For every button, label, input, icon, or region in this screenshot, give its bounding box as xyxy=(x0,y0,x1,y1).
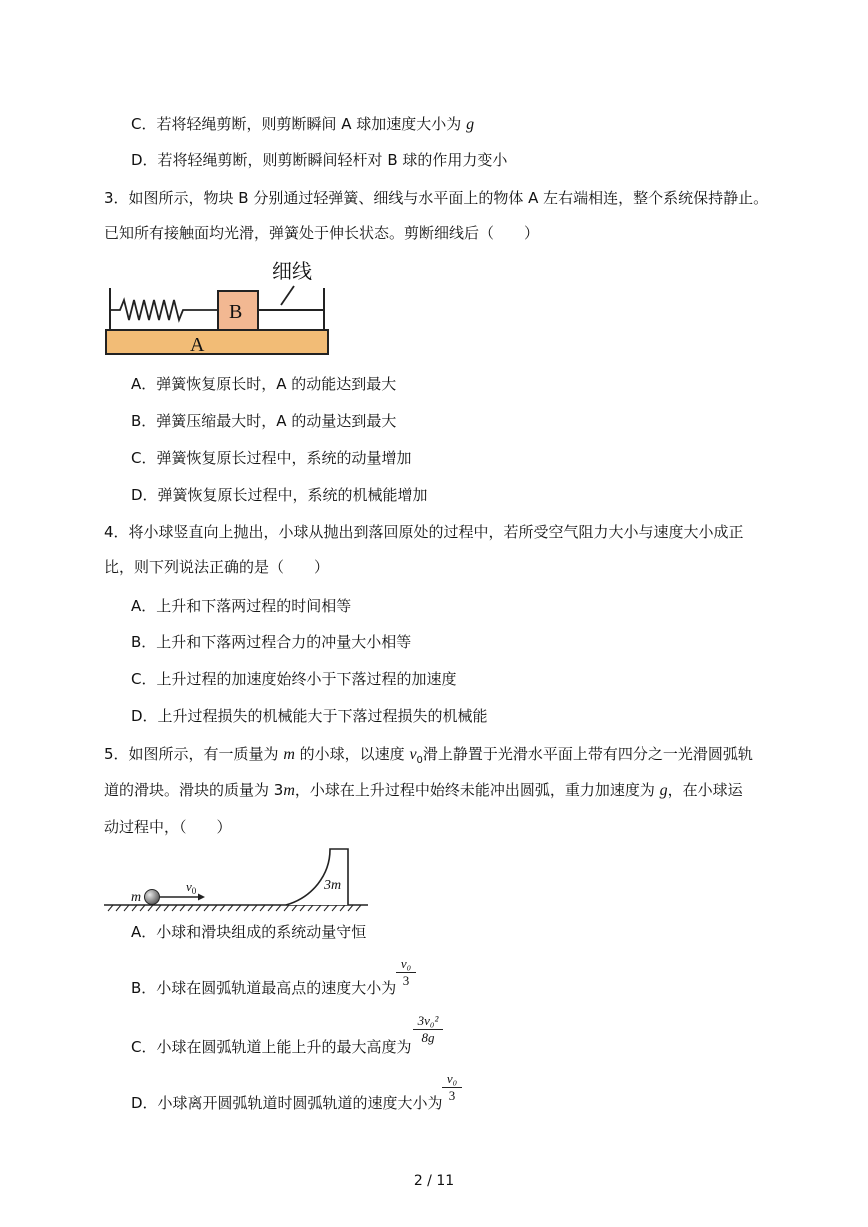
q5-slider-label: 3m xyxy=(324,878,342,893)
q4-option-d: D．上升过程损失的机械能大于下落过程损失的机械能 xyxy=(131,707,488,725)
q5-option-b: B．小球在圆弧轨道最高点的速度大小为 xyxy=(131,979,397,997)
page-number: 2 / 11 xyxy=(413,1173,455,1189)
q3-option-a: A．弹簧恢复原长时，A 的动能达到最大 xyxy=(131,375,397,393)
q3-block-a-label: A xyxy=(190,334,205,356)
q5-option-c-fraction: 3v₀² 8g xyxy=(413,1014,443,1045)
q4-stem-line2: 比，则下列说法正确的是（ ） xyxy=(104,558,330,576)
q5-slider-block xyxy=(286,849,348,905)
q3-block-a xyxy=(106,330,328,354)
q5-ball-label: m xyxy=(131,890,142,905)
q3-spring xyxy=(110,300,218,320)
q5-option-d-fraction: v₀ 3 xyxy=(442,1072,462,1103)
q4-option-a: A．上升和下落两过程的时间相等 xyxy=(131,597,352,615)
q5-option-c: C．小球在圆弧轨道上能上升的最大高度为 xyxy=(131,1038,412,1056)
q3-block-b-label: B xyxy=(229,301,243,323)
q3-option-d: D．弹簧恢复原长过程中，系统的机械能增加 xyxy=(131,486,428,504)
q5-stem-line1: 5．如图所示，有一质量为 m 的小球，以速度 $v_0$滑上静置于光滑水平面上带有四分之一光滑圆弧轨 xyxy=(104,745,753,766)
q2-option-c-text: C．若将轻绳剪断，则剪断瞬间 A 球加速度大小为 xyxy=(131,115,462,133)
q4-option-c: C．上升过程的加速度始终小于下落过程的加速度 xyxy=(131,670,457,688)
q3-thread-label: 细线 xyxy=(272,259,312,283)
q5-option-a: A．小球和滑块组成的系统动量守恒 xyxy=(131,923,367,941)
q5-option-b-fraction: v₀ 3 xyxy=(396,957,416,988)
q3-option-b: B．弹簧压缩最大时，A 的动量达到最大 xyxy=(131,412,397,430)
q3-option-c: C．弹簧恢复原长过程中，系统的动量增加 xyxy=(131,449,412,467)
q2-option-d: D．若将轻绳剪断，则剪断瞬间轻杆对 B 球的作用力变小 xyxy=(131,151,508,169)
q5-ball xyxy=(145,890,160,905)
q5-option-d: D．小球离开圆弧轨道时圆弧轨道的速度大小为 xyxy=(131,1094,443,1112)
q4-option-b: B．上升和下落两过程合力的冲量大小相等 xyxy=(131,633,412,651)
q2-option-c-var: g xyxy=(466,116,475,133)
q5-stem-line2: 道的滑块。滑块的质量为 3m，小球在上升过程中始终未能冲出圆弧，重力加速度为 g，在小球运 xyxy=(104,781,743,799)
q3-stem-line1: 3．如图所示，物块 B 分别通过轻弹簧、细线与水平面上的物体 A 左右端相连，整个系统保持静止。 xyxy=(104,189,769,207)
q5-stem-line3: 动过程中，（ ） xyxy=(104,818,232,836)
q2-option-c xyxy=(131,114,474,135)
q5-velocity-label: $v_0$ xyxy=(186,879,197,896)
q5-figure xyxy=(102,845,372,915)
q4-stem-line1: 4．将小球竖直向上抛出，小球从抛出到落回原处的过程中，若所受空气阻力大小与速度大小成正 xyxy=(104,523,744,541)
q3-stem-line2: 已知所有接触面均光滑，弹簧处于伸长状态。剪断细线后（ ） xyxy=(104,224,540,242)
q3-figure xyxy=(100,252,340,360)
